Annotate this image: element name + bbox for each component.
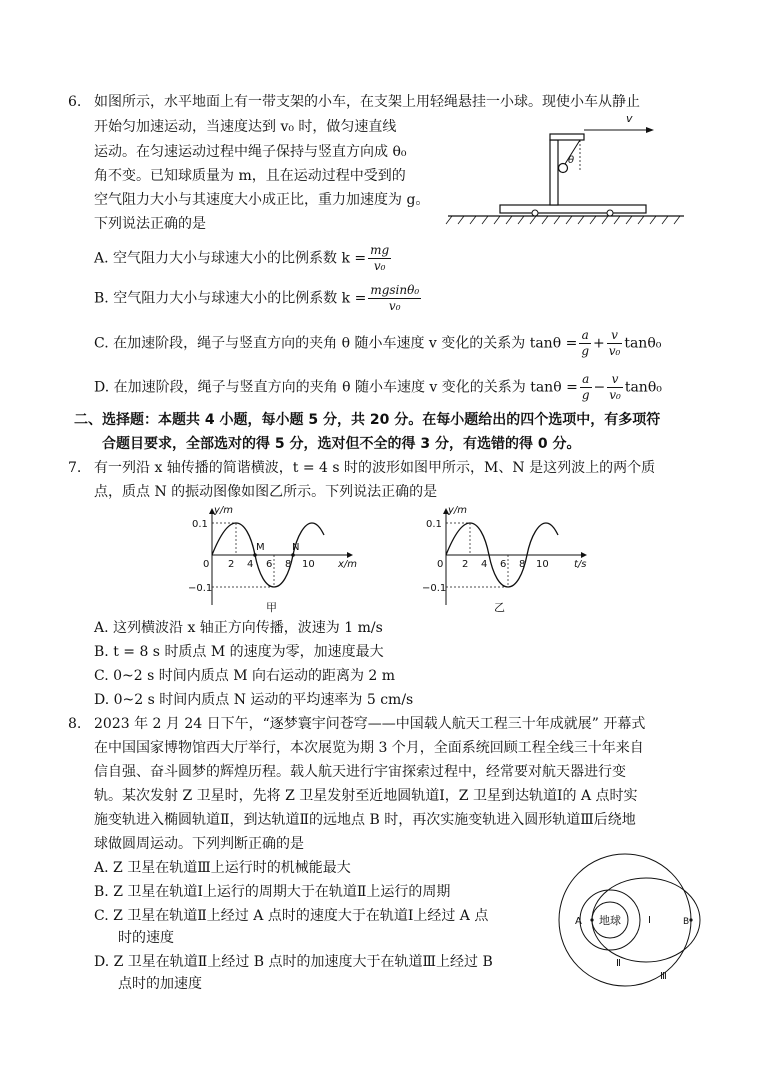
q8-option-d: D. Z 卫星在轨道Ⅱ上经过 B 点时的加速度大于在轨道Ⅲ上经过 B (94, 954, 493, 970)
orbit-iii-label: Ⅲ (660, 971, 667, 982)
point-m-label: M (256, 542, 265, 553)
earth-label: 地球 (599, 914, 621, 927)
q6-cart-figure (440, 112, 690, 230)
q8-stem-line: 信自强、奋斗圆梦的辉煌历程。载人航天进行宇宙探索过程中，经常要对航天器进行变 (94, 764, 626, 780)
q7-option-d: D. 0~2 s 时间内质点 N 运动的平均速率为 5 cm/s (94, 692, 414, 708)
q7-graph-yi (424, 505, 604, 615)
point-b-label: B (683, 917, 690, 927)
q8-orbit-figure (550, 850, 700, 990)
axis-tick-label: −0.1 (188, 583, 213, 594)
graph-caption: 乙 (494, 601, 505, 614)
section-heading: 二、选择题：本题共 4 小题，每小题 5 分，共 20 分。在每小题给出的四个选项中，有多项符 (74, 412, 661, 428)
q6-stem-line: 开始匀加速运动，当速度达到 v₀ 时，做匀速直线 (94, 119, 397, 135)
point-n-label: N (292, 542, 300, 553)
axis-tick-label: 0.1 (192, 519, 208, 530)
q6-stem-line: 运动。在匀速运动过程中绳子保持与竖直方向成 θ₀ (94, 144, 407, 160)
section-heading: 合题目要求，全部选对的得 5 分，选对但不全的得 3 分，有选错的得 0 分。 (102, 436, 581, 452)
q8-stem-line: 轨。某次发射 Z 卫星时，先将 Z 卫星发射至近地圆轨道Ⅰ，Z 卫星到达轨道Ⅰ的 A 点时实 (94, 788, 638, 804)
q8-option-c: C. Z 卫星在轨道Ⅱ上经过 A 点时的速度大于在轨道Ⅰ上经过 A 点 (94, 908, 489, 924)
q6-stem-line: 如图所示，水平地面上有一带支架的小车，在支架上用轻绳悬挂一小球。现使小车从静止 (94, 94, 640, 110)
axis-tick-label: 0.1 (426, 519, 442, 530)
q6-option-b: B. 空气阻力大小与球速大小的比例系数 k = $\frac{\text{mgsinθ₀}}{\text{v₀}}$ (94, 283, 420, 313)
q7-number: 7. (68, 460, 82, 476)
q8-stem-line: 施变轨进入椭圆轨道Ⅱ，到达轨道Ⅱ的远地点 B 时，再次实施变轨进入圆形轨道Ⅲ后绕地 (94, 812, 636, 828)
q6-number: 6. (68, 94, 82, 110)
q7-stem-line: 有一列沿 x 轴传播的简谐横波，t = 4 s 时的波形如图甲所示，M、N 是这列波上的两个质 (94, 460, 656, 476)
axis-origin-label: 0 (203, 559, 210, 570)
q8-option-d-cont: 点时的加速度 (118, 976, 202, 992)
q8-stem-line: 2023 年 2 月 24 日下午，“逐梦寰宇问苍穹——中国载人航天工程三十年成就展” 开幕式 (94, 716, 646, 732)
graph-caption: 甲 (266, 601, 277, 614)
q8-option-b: B. Z 卫星在轨道Ⅰ上运行的周期大于在轨道Ⅱ上运行的周期 (94, 884, 451, 900)
orbit-ii-label: Ⅱ (616, 958, 621, 969)
q8-stem-line: 球做圆周运动。下列判断正确的是 (94, 836, 304, 852)
q7-stem-line: 点，质点 N 的振动图像如图乙所示。下列说法正确的是 (94, 484, 438, 500)
q7-option-c: C. 0~2 s 时间内质点 M 向右运动的距离为 2 m (94, 668, 396, 684)
axis-origin-label: 0 (437, 559, 444, 570)
q8-number: 8. (68, 716, 82, 732)
axis-tick-label: 4 (481, 559, 488, 570)
axis-tick-label: 2 (228, 559, 235, 570)
x-axis-label: t/s (574, 559, 587, 570)
q7-graph-jia (190, 505, 370, 615)
axis-tick-label: 8 (519, 559, 526, 570)
axis-tick-label: 2 (462, 559, 469, 570)
q8-option-a: A. Z 卫星在轨道Ⅲ上运行时的机械能最大 (94, 860, 351, 876)
axis-tick-label: 8 (285, 559, 292, 570)
q8-stem-line: 在中国国家博物馆西大厅举行，本次展览为期 3 个月，全面系统回顾工程全线三十年来自 (94, 740, 644, 756)
q6-stem-line: 空气阻力大小与其速度大小成正比，重力加速度为 g。 (94, 192, 430, 208)
point-a-label: A (575, 916, 582, 927)
q8-option-c-cont: 时的速度 (118, 930, 174, 946)
axis-tick-label: 10 (302, 559, 315, 570)
q7-option-a: A. 这列横波沿 x 轴正方向传播，波速为 1 m/s (94, 620, 383, 636)
y-axis-label: y/m (448, 505, 468, 516)
q6-option-a: A. 空气阻力大小与球速大小的比例系数 k = $\frac{mg}{\text{v₀}}$ (94, 243, 390, 273)
q6-theta-label: θ (568, 155, 575, 166)
q6-option-d: D. 在加速阶段，绳子与竖直方向的夹角 θ 随小车速度 v 变化的关系为 tanθ = $\frac{a}{g}$ − $\frac{v}{\text{v₀}}$ tanθ₀ (94, 372, 662, 402)
q6-stem-line: 角不变。已知球质量为 m，且在运动过程中受到的 (94, 168, 406, 184)
axis-tick-label: 10 (536, 559, 549, 570)
axis-tick-label: 6 (500, 559, 507, 570)
axis-tick-label: 6 (266, 559, 273, 570)
q6-option-c: C. 在加速阶段，绳子与竖直方向的夹角 θ 随小车速度 v 变化的关系为 tanθ = $\frac{a}{g}$ + $\frac{v}{\text{v₀}}$ tanθ₀ (94, 328, 662, 358)
orbit-i-label: Ⅰ (648, 915, 651, 926)
x-axis-label: x/m (338, 559, 358, 570)
y-axis-label: y/m (214, 505, 234, 516)
q6-stem-line: 下列说法正确的是 (94, 216, 206, 232)
q6-velocity-label: v (626, 112, 633, 125)
q7-option-b: B. t = 8 s 时质点 M 的速度为零，加速度最大 (94, 644, 384, 660)
axis-tick-label: 4 (247, 559, 254, 570)
axis-tick-label: −0.1 (422, 583, 447, 594)
